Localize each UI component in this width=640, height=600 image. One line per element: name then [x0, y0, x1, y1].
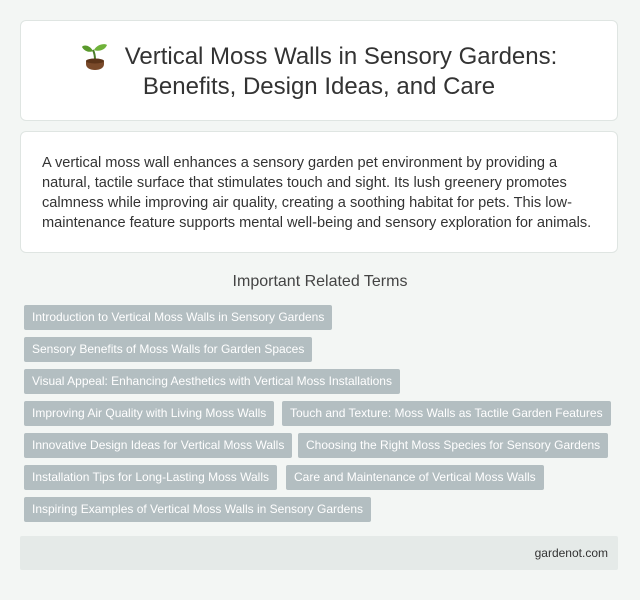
footer-bar — [20, 536, 618, 570]
footer-domain-link[interactable]: gardenot.com — [534, 546, 608, 560]
related-term-tag[interactable]: Installation Tips for Long-Lasting Moss Walls — [24, 465, 277, 490]
title-line-2: Benefits, Design Ideas, and Care — [142, 73, 496, 100]
title-line-1: Vertical Moss Walls in Sensory Gardens: — [124, 43, 558, 70]
related-term-tag[interactable]: Innovative Design Ideas for Vertical Moss Walls — [24, 433, 292, 458]
related-term-tag[interactable]: Touch and Texture: Moss Walls as Tactile Garden Features — [282, 401, 611, 426]
related-term-tag[interactable]: Sensory Benefits of Moss Walls for Garden Spaces — [24, 337, 312, 362]
page-title — [21, 42, 617, 102]
intro-card — [20, 131, 618, 253]
related-term-tag[interactable]: Introduction to Vertical Moss Walls in Sensory Gardens — [24, 305, 332, 330]
related-term-tag[interactable]: Improving Air Quality with Living Moss Walls — [24, 401, 274, 426]
related-term-tag[interactable]: Inspiring Examples of Vertical Moss Walls in Sensory Gardens — [24, 497, 371, 522]
intro-paragraph: A vertical moss wall enhances a sensory garden pet environment by providing a natural, tactile surface that stimulates touch and sight. Its lush greenery promotes calmness while improving air quality, creating a soothing habitat for pets. This low-maintenance feature supports mental well-being and sensory exploration for animals. — [42, 155, 592, 231]
seedling-icon — [81, 42, 109, 72]
related-terms-heading: Important Related Terms — [232, 273, 408, 290]
related-term-tag[interactable]: Choosing the Right Moss Species for Sensory Gardens — [298, 433, 608, 458]
related-term-tag[interactable]: Visual Appeal: Enhancing Aesthetics with Vertical Moss Installations — [24, 369, 400, 394]
title-card — [20, 20, 618, 121]
related-term-tag[interactable]: Care and Maintenance of Vertical Moss Walls — [286, 465, 544, 490]
